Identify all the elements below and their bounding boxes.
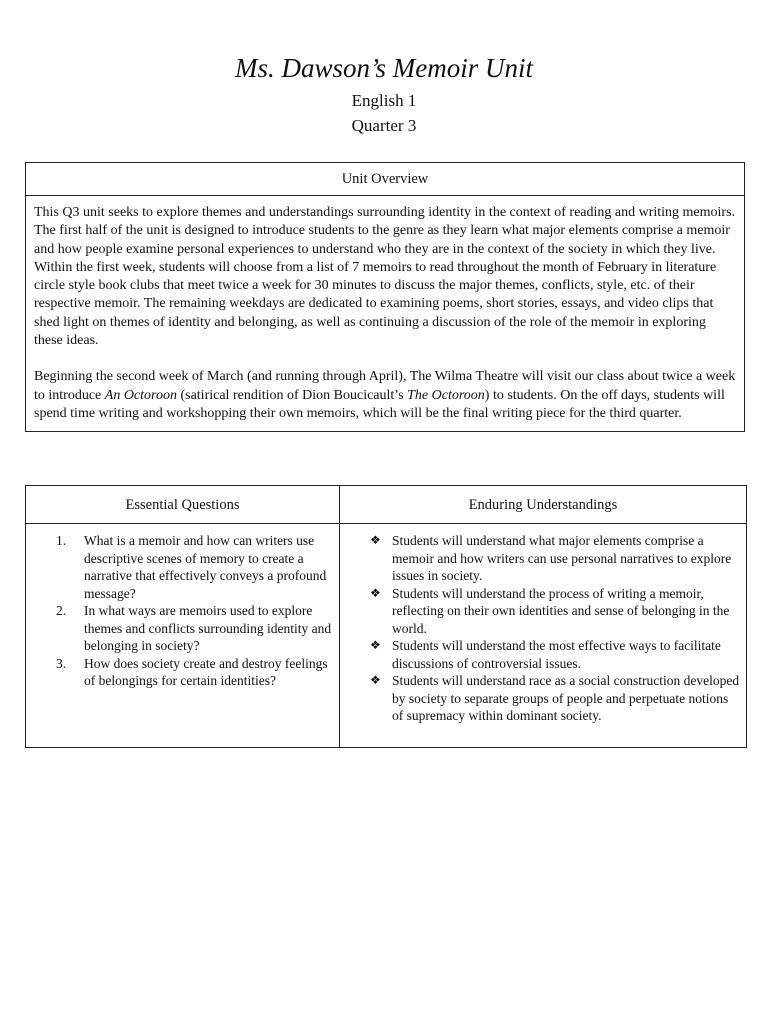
essential-questions-cell (26, 524, 340, 747)
enduring-understandings-list (346, 532, 740, 725)
unit-overview-body (26, 196, 744, 431)
list-item (370, 672, 740, 725)
question-text: In what ways are memoirs used to explore themes and conflicts surrounding identity and belonging in society? (84, 603, 332, 653)
overview-p2-text-1: Beginning the second week of March (and running through April), The Wilma Theatre will visit our class about twice a week to introduce (34, 369, 736, 403)
question-text: How does society create and destroy feelings of belongings for certain identities? (84, 655, 328, 688)
quarter-label: Quarter 3 (351, 116, 417, 135)
diamond-bullet-icon: ❖ (370, 533, 381, 547)
play-title-the-octoroon: The Octoroon (407, 387, 485, 403)
course-name: English 1 (351, 91, 417, 110)
diamond-bullet-icon: ❖ (370, 638, 381, 652)
list-item (56, 532, 336, 602)
questions-understandings-table (25, 485, 747, 748)
understanding-text: Students will understand the process of writing a memoir, reflecting on their own identities and sense of belonging in the world. (392, 585, 730, 636)
overview-p2-text-2: (satirical rendition of Dion Boucicault’s (176, 387, 408, 403)
list-item (370, 532, 740, 585)
diamond-bullet-icon: ❖ (370, 585, 381, 600)
document-title: Ms. Dawson’s Memoir Unit (234, 53, 533, 83)
list-item (370, 585, 740, 638)
list-item (56, 602, 336, 655)
enduring-understandings-heading: Enduring Understandings (340, 486, 746, 524)
play-title-an-octoroon: An Octoroon (104, 387, 177, 403)
overview-paragraph-1: This Q3 unit seeks to explore themes and understandings surrounding identity in the context of reading and writing memoirs. The first half of the unit is designed to introduce students to the genre as they learn what major elements comprise a memoir and how people examine personal experiences to understand who they are in the context of the society in which they live. Within the first week, students will choose from a list of 7 memoirs to read throughout the month of February in literature circle style book clubs that meet twice a week for 30 minutes to discuss the major themes, conflicts, style, etc. of their respective memoir. The remaining weekdays are dedicated to examining poems, short stories, essays, and video clips that shed light on themes of identity and belonging, as well as continuing a discussion of the role of the memoir in exploring these ideas. (34, 205, 736, 349)
overview-p2-text-3: ) to students. On the off days, students will spend time writing and workshopping their own memoirs, which will be the final writing piece for the third quarter. (34, 387, 725, 421)
enduring-understandings-cell (340, 524, 746, 747)
document-header (0, 52, 768, 138)
understanding-text: Students will understand the most effective ways to facilitate discussions of controversial issues. (392, 638, 721, 671)
essential-questions-list (32, 532, 333, 690)
understanding-text: Students will understand what major elements comprise a memoir and how writers can use personal narratives to explore issues in society. (392, 533, 732, 583)
unit-overview-heading: Unit Overview (26, 163, 744, 196)
list-item (56, 655, 336, 690)
unit-overview-table (25, 162, 745, 432)
list-item (370, 637, 740, 672)
essential-questions-heading: Essential Questions (26, 486, 340, 524)
diamond-bullet-icon: ❖ (370, 673, 381, 687)
list-number: 1. (56, 533, 67, 548)
understanding-text: Students will understand race as a social construction developed by society to separate groups of people and perpetuate notions of supremacy within dominant society. (392, 673, 740, 723)
question-text: What is a memoir and how can writers use descriptive scenes of memory to create a narrative that effectively conveys a profound message? (84, 533, 327, 601)
overview-paragraph-2 (34, 368, 736, 423)
list-number: 2. (56, 603, 67, 618)
list-number: 3. (56, 655, 67, 671)
